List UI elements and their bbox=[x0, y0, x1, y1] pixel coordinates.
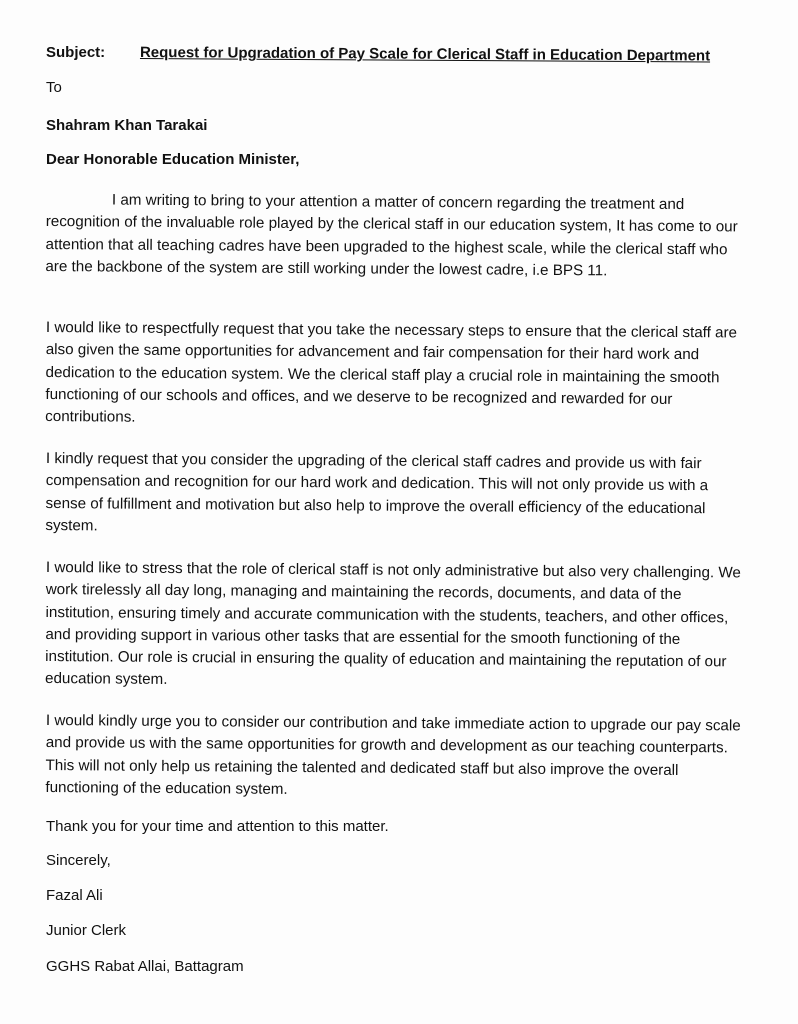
paragraph-3: I kindly request that you consider the upgrading of the clerical staff cadres and provide us with fair compensation and recognition for our hard work and dedication. This will not only provide us with a sense of fulfillment and motivation but also help to improve the overall efficiency of the educational system. bbox=[45, 449, 709, 535]
subject-text: Request for Upgradation of Pay Scale for Clerical Staff in Education Department bbox=[139, 44, 711, 65]
paragraph-1: I am writing to bring to your attention a matter of concern regarding the treatment and recognition of the invaluable role played by the clerical staff in our education system, It has come to our attention that all teaching cadres have been upgraded to the highest scale, while the clerical staff who are the backbone of the system are still working under the lowest cadre, i.e BPS 11. bbox=[45, 191, 738, 280]
paragraph-2: I would like to respectfully request that you take the necessary steps to ensure that the clerical staff are also given the same opportunities for advancement and fair compensation for their hard work and dedication to the education system. We the clerical staff play a crucial role in maintaining the smooth functioning of our schools and offices, and we deserve to be recognized and rewarded for our contributions. bbox=[45, 318, 738, 426]
sender-name: Fazal Ali bbox=[46, 887, 103, 904]
paragraph-4: I would like to stress that the role of clerical staff is not only administrative but also very challenging. We work tirelessly all day long, managing and maintaining the records, documents, and data of the institution, ensuring timely and accurate communication with the students, teachers, and other offices, and providing support in various other tasks that are essential for the smooth functioning of the institution. Our role is crucial in ensuring the quality of education and maintaining the reputation of our education system. bbox=[44, 558, 741, 689]
paragraph-5: I would kindly urge you to consider our contribution and take immediate action to upgrade our pay scale and provide us with the same opportunities for growth and development as our teaching counterparts. This will not only help us retaining the talented and dedicated staff but also improve the overall functioning of the education system. bbox=[45, 711, 741, 798]
subject-line bbox=[46, 44, 746, 65]
salutation: Dear Honorable Education Minister, bbox=[46, 151, 300, 168]
sender-school: GGHS Rabat Allai, Battagram bbox=[46, 958, 244, 975]
recipient-name: Shahram Khan Tarakai bbox=[46, 117, 208, 134]
sender-title: Junior Clerk bbox=[46, 922, 127, 939]
to-line: To bbox=[46, 79, 62, 96]
subject-label: Subject: bbox=[46, 44, 106, 61]
thanks-line: Thank you for your time and attention to this matter. bbox=[46, 818, 389, 835]
closing: Sincerely, bbox=[46, 852, 111, 869]
